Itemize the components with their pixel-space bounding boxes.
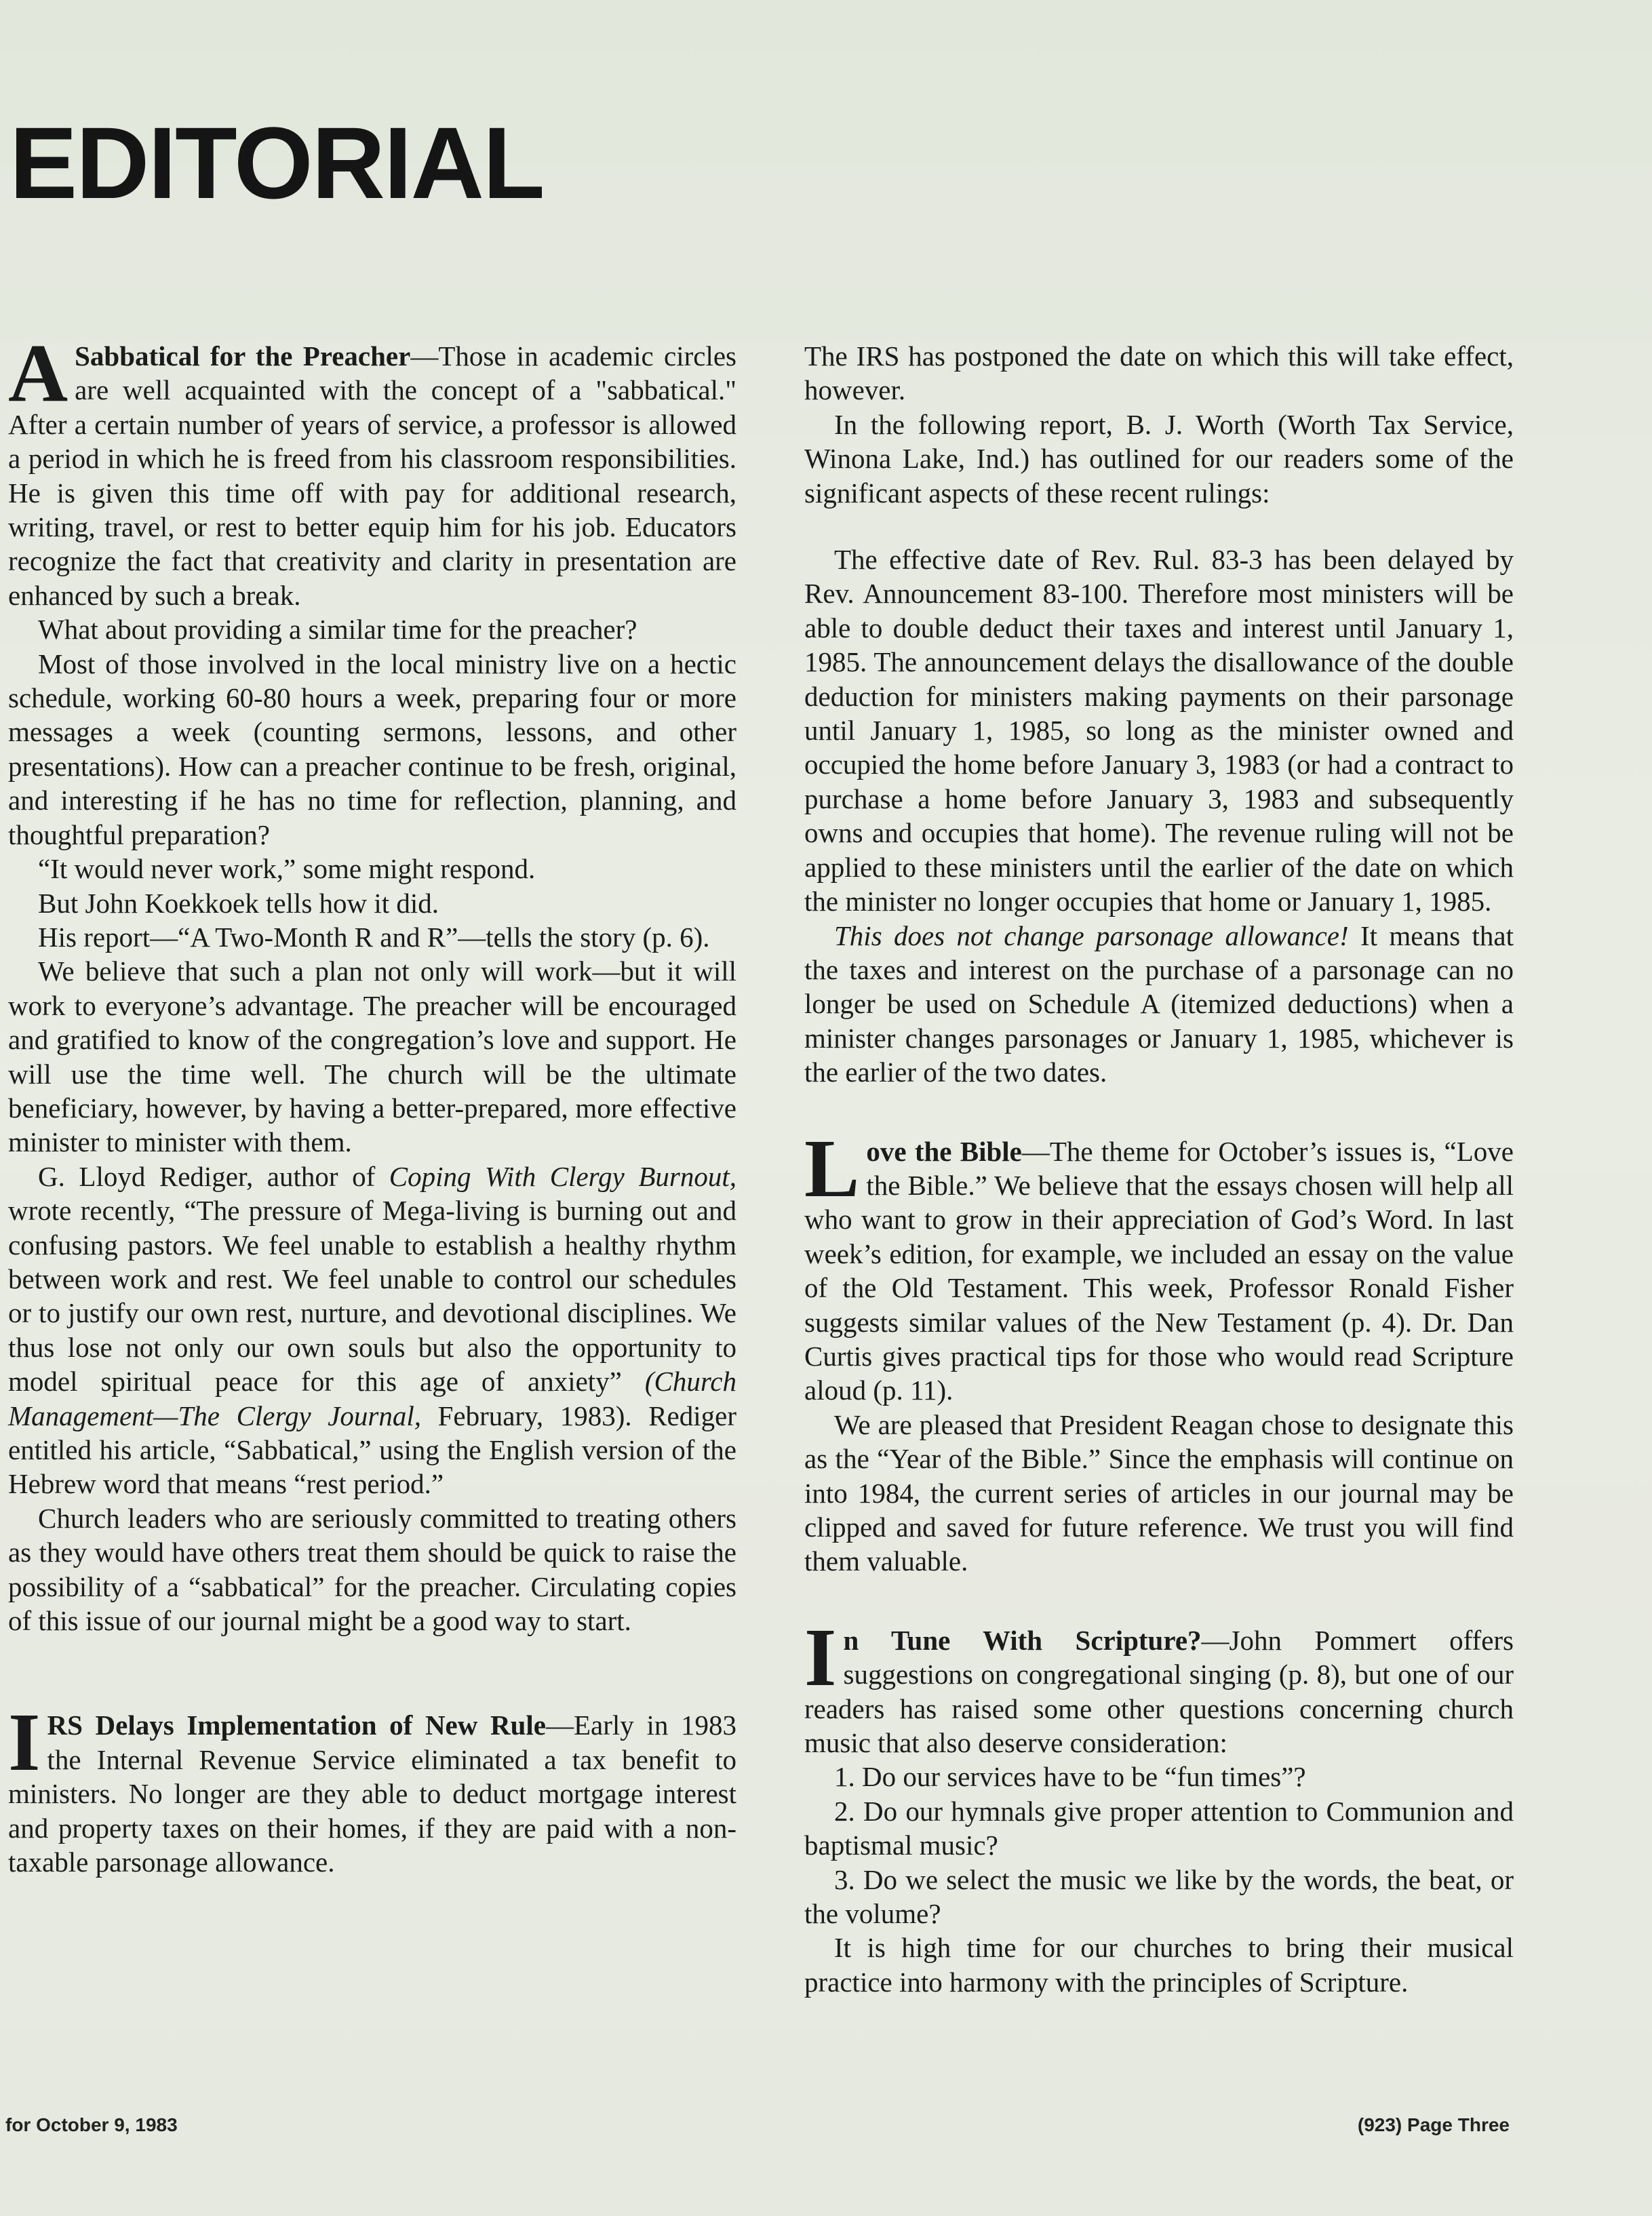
paragraph: Most of those involved in the local ministry live on a hectic schedule, working 60-80 hours a week, preparing four or more messages a week (counting sermons, lessons, and other presentations). How can a preacher continue to be fresh, original, and interesting if he has no time for reflection, planning, and thoughtful preparation?	[8, 648, 736, 850]
text: wrote recently, “The pressure of Mega-living is burning out and confusing pastors. We feel unable to establish a healthy rhythm between work and rest. We feel unable to control our schedules or to justify our own rest, nurture, and devotional disciplines. We thus lose not only our own souls but also the opportunity to model spiritual peace for this age of anxiety”	[8, 1195, 736, 1398]
paragraph: Church leaders who are seriously committed to treating others as they would have others treat them should be quick to raise the possibility of a “sabbatical” for the preacher. Circulating copies of this issue of our journal might be a good way to start.	[8, 1502, 736, 1637]
article-sabbatical	[8, 328, 736, 1638]
article-title: Sabbatical for the Preacher	[75, 340, 411, 372]
article-title: n Tune With Scripture?	[843, 1624, 1202, 1656]
paragraph-text: —John Pommert offers suggestions on congregational singing (p. 8), but one of our readers has raised some other questions concerning church music that also deserve consideration:	[804, 1624, 1514, 1759]
article-love-the-bible	[804, 1122, 1514, 1579]
paragraph: But John Koekkoek tells how it did.	[38, 887, 439, 919]
right-column	[804, 339, 1514, 1999]
paragraph: It is high time for our churches to bring their musical practice into harmony with the principles of Scripture.	[804, 1932, 1514, 1998]
paragraph: We believe that such a plan not only will work—but it will work to everyone’s advantage. The preacher will be encouraged and gratified to know of the congregation’s love and support. He will use the time well. The church will be the ultimate beneficiary, however, by having a better-prepared, more effective minister to minister with them.	[8, 955, 736, 1158]
paragraph-text: —Early in 1983 the Internal Revenue Service eliminated a tax benefit to ministers. No longer are they able to deduct mortgage interest and property taxes on their homes, if they are paid with a non-taxable parsonage allowance.	[8, 1709, 736, 1878]
article-title: ove the Bible	[866, 1135, 1022, 1167]
text: February, 1983). Rediger entitled his article, “Sabbatical,” using the English version of the Hebrew word that means “rest period.”	[8, 1400, 736, 1500]
spacer	[804, 510, 1514, 542]
question-item: 3. Do we select the music we like by the words, the beat, or the volume?	[804, 1863, 1514, 1930]
paragraph: His report—“A Two-Month R and R”—tells the story (p. 6).	[38, 921, 710, 953]
spacer	[804, 1579, 1514, 1623]
footer-page-number: (923) Page Three	[1357, 2114, 1510, 2135]
drop-cap: I	[8, 1697, 41, 1789]
book-title: Coping With Clergy Burnout,	[389, 1160, 736, 1192]
left-column	[8, 328, 736, 1879]
article-intro	[804, 1122, 1514, 1408]
paragraph: “It would never work,” some might respond.	[38, 853, 536, 885]
paragraph-rediger	[8, 1160, 736, 1501]
text: It means that the taxes and interest on the purchase of a parsonage can no longer be used on Schedule A (itemized deductions) when a minister changes parsonages or January 1, 1985, whichever is the earlier of the two dates.	[804, 919, 1514, 1088]
drop-cap: I	[804, 1611, 837, 1703]
spacer	[8, 1638, 736, 1708]
paragraph: We are pleased that President Reagan chose to designate this as the “Year of the Bible.” Since the emphasis will continue on into 1984, the current series of articles in our journal may be clipped and saved for future reference. We trust you will find them valuable.	[804, 1408, 1514, 1577]
emphasis-text: This does not change parsonage allowance!	[834, 919, 1349, 951]
question-item: 1. Do our services have to be “fun times”?	[834, 1761, 1306, 1793]
paragraph: The IRS has postponed the date on which this will take effect, however.	[804, 340, 1514, 406]
article-title: RS Delays Implementation of New Rule	[47, 1709, 547, 1741]
question-item: 2. Do our hymnals give proper attention to Communion and baptismal music?	[804, 1795, 1514, 1861]
source-citation: (Church Management—The Clergy Journal,	[8, 1366, 736, 1431]
paragraph-text: —Those in academic circles are well acquainted with the concept of a "sabbatical." After a certain number of years of service, a professor is allowed a period in which he is freed from his classroom responsibilities. He is given this time off with pay for additional research, writing, travel, or rest to better equip him for his job. Educators recognize the fact that creativity and clarity in presentation are enhanced by such a break.	[8, 340, 736, 611]
paragraph-text: —The theme for October’s issues is, “Love the Bible.” We believe that the essays chosen will help all who want to grow in their appreciation of God’s Word. In last week’s edition, for example, we included an essay on the value of the Old Testament. This week, Professor Ronald Fisher suggests similar values of the New Testament (p. 4). Dr. Dan Curtis gives practical tips for those who would read Scripture aloud (p. 11).	[804, 1135, 1514, 1406]
footer-date: for October 9, 1983	[5, 2114, 178, 2135]
drop-cap: A	[8, 328, 68, 419]
article-intro	[8, 328, 736, 612]
article-intro	[8, 1697, 736, 1879]
drop-cap: L	[804, 1122, 860, 1214]
worth-report: The effective date of Rev. Rul. 83-3 has been delayed by Rev. Announcement 83-100. Therefore most ministers will be able to double deduct their taxes and interest until January 1, 1985. The announcement delays the disallowance of the double deduction for ministers making payments on their parsonage until January 1, 1985, so long as the minister owned and occupied the home before January 3, 1983 (or had a contract to purchase a home before January 3, 1983 and subsequently owns and occupies that home). The revenue ruling will not be applied to these ministers until the earlier of the date on which the minister no longer occupies that home or January 1, 1985.	[804, 544, 1514, 917]
text: G. Lloyd Rediger, author of	[38, 1160, 389, 1192]
article-irs	[8, 1697, 736, 1879]
article-in-tune	[804, 1611, 1514, 1999]
spacer	[804, 1090, 1514, 1134]
paragraph: In the following report, B. J. Worth (Worth Tax Service, Winona Lake, Ind.) has outlined for our readers some of the significant aspects of these recent rulings:	[804, 408, 1514, 509]
page-heading: EDITORIAL	[9, 106, 544, 220]
article-intro	[804, 1611, 1514, 1760]
paragraph: What about providing a similar time for the preacher?	[38, 614, 637, 646]
paragraph-allowance	[804, 919, 1514, 1090]
